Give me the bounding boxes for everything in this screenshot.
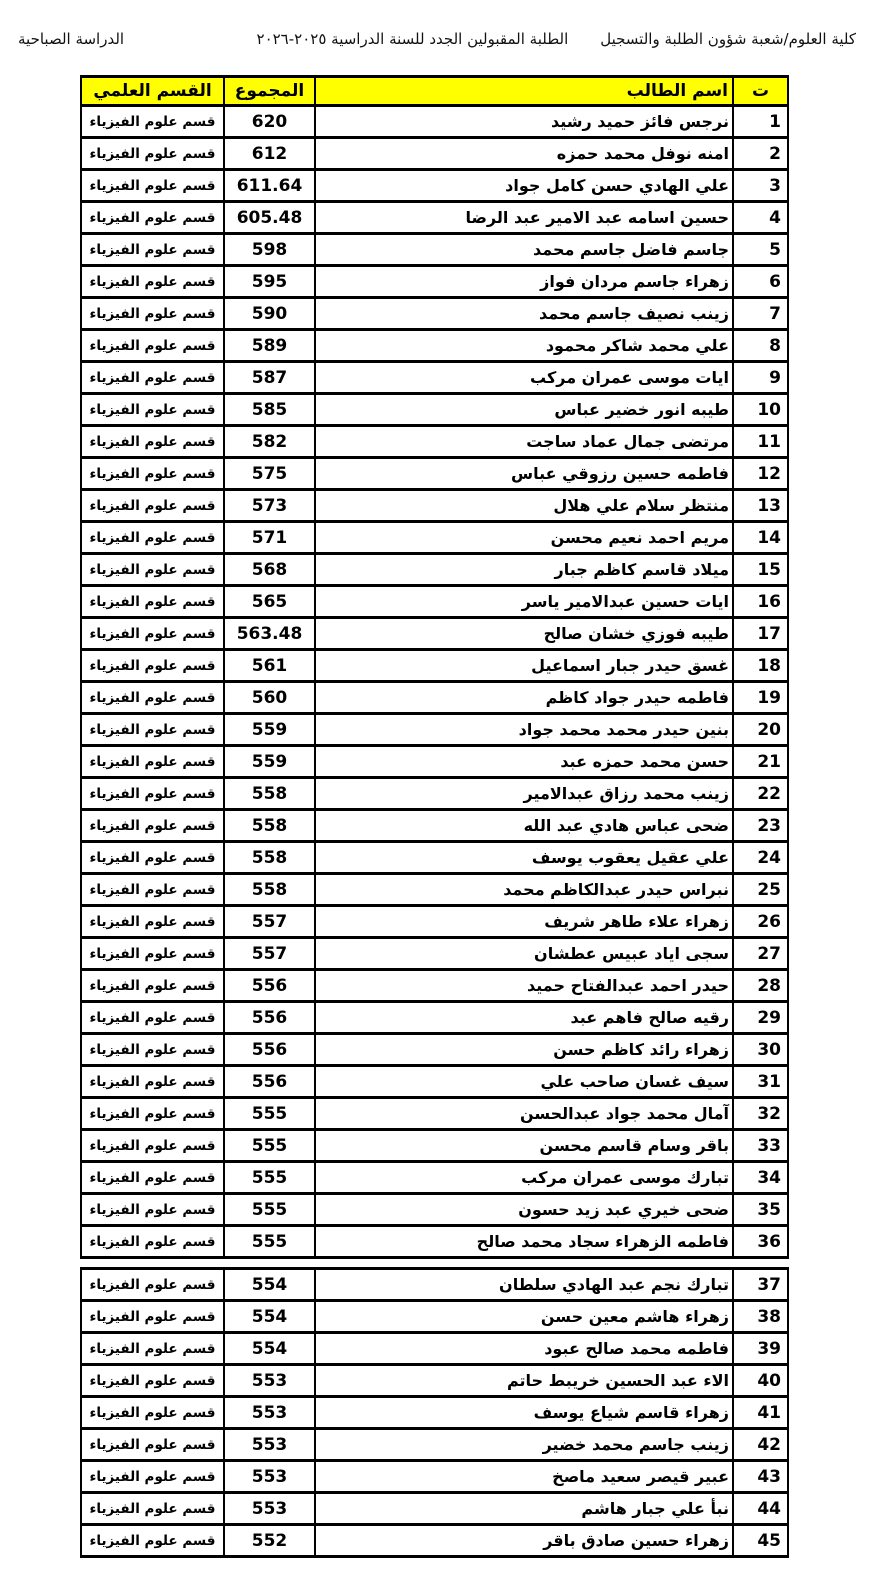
student-department-cell: قسم علوم الفيزياء [81,458,224,490]
student-department-cell: قسم علوم الفيزياء [81,362,224,394]
student-department-cell: قسم علوم الفيزياء [81,906,224,938]
student-department-cell: قسم علوم الفيزياء [81,874,224,906]
student-name-cell: بنين حيدر محمد محمد جواد [315,714,733,746]
student-department-cell: قسم علوم الفيزياء [81,1034,224,1066]
student-name-cell: حيدر احمد عبدالفتاح حميد [315,970,733,1002]
student-name-cell: علي محمد شاكر محمود [315,330,733,362]
student-department-cell: قسم علوم الفيزياء [81,1002,224,1034]
student-name-cell: ايات موسى عمران مركب [315,362,733,394]
table-row [81,1461,788,1493]
student-index-cell: 37 [733,1269,788,1301]
student-total-cell: 575 [224,458,315,490]
table-row [81,522,788,554]
table-row [81,1493,788,1525]
student-index-cell: 31 [733,1066,788,1098]
student-name-cell: زهراء جاسم مردان فواز [315,266,733,298]
student-department-cell: قسم علوم الفيزياء [81,1301,224,1333]
student-name-cell: فاطمه محمد صالح عبود [315,1333,733,1365]
student-total-cell: 565 [224,586,315,618]
table-row [81,1194,788,1226]
student-department-cell: قسم علوم الفيزياء [81,106,224,138]
student-total-cell: 568 [224,554,315,586]
student-department-cell: قسم علوم الفيزياء [81,1269,224,1301]
student-name-cell: نرجس فائز حميد رشيد [315,106,733,138]
student-department-cell: قسم علوم الفيزياء [81,394,224,426]
table-row [81,1066,788,1098]
student-index-cell: 41 [733,1397,788,1429]
student-total-cell: 558 [224,874,315,906]
student-total-cell: 558 [224,778,315,810]
student-total-cell: 620 [224,106,315,138]
student-total-cell: 590 [224,298,315,330]
student-department-cell: قسم علوم الفيزياء [81,266,224,298]
student-department-cell: قسم علوم الفيزياء [81,586,224,618]
student-name-cell: علي الهادي حسن كامل جواد [315,170,733,202]
table-row [81,170,788,202]
college-title: كلية العلوم/شعبة شؤون الطلبة والتسجيل [600,30,856,48]
table-row [81,586,788,618]
student-index-cell: 19 [733,682,788,714]
student-index-cell: 3 [733,170,788,202]
student-name-cell: فاطمه حيدر جواد كاظم [315,682,733,714]
student-total-cell: 556 [224,1002,315,1034]
table-row [81,842,788,874]
student-name-cell: نبراس حيدر عبدالكاظم محمد [315,874,733,906]
student-name-cell: فاطمه حسين رزوقي عباس [315,458,733,490]
student-department-cell: قسم علوم الفيزياء [81,330,224,362]
table-row [81,714,788,746]
student-index-cell: 22 [733,778,788,810]
table-row [81,554,788,586]
table-row [81,1525,788,1557]
student-department-cell: قسم علوم الفيزياء [81,778,224,810]
table-row [81,1397,788,1429]
student-index-cell: 45 [733,1525,788,1557]
student-index-cell: 10 [733,394,788,426]
table-row [81,362,788,394]
student-name-cell: مرتضى جمال عماد ساجت [315,426,733,458]
student-total-cell: 611.64 [224,170,315,202]
table-row [81,650,788,682]
student-index-cell: 27 [733,938,788,970]
table-row [81,618,788,650]
student-department-cell: قسم علوم الفيزياء [81,426,224,458]
table-row [81,970,788,1002]
student-name-cell: سيف غسان صاحب علي [315,1066,733,1098]
table-row [81,1365,788,1397]
student-index-cell: 34 [733,1162,788,1194]
table-row [81,298,788,330]
table-row [81,746,788,778]
student-name-cell: طيبه انور خضير عباس [315,394,733,426]
student-index-cell: 20 [733,714,788,746]
table-header-row [81,77,788,106]
student-index-cell: 42 [733,1429,788,1461]
student-index-cell: 39 [733,1333,788,1365]
student-index-cell: 17 [733,618,788,650]
student-index-cell: 24 [733,842,788,874]
student-department-cell: قسم علوم الفيزياء [81,1461,224,1493]
student-total-cell: 556 [224,1066,315,1098]
col-header-total: المجموع [224,77,315,106]
student-department-cell: قسم علوم الفيزياء [81,554,224,586]
results-table [80,75,789,1259]
student-total-cell: 554 [224,1301,315,1333]
student-index-cell: 26 [733,906,788,938]
student-department-cell: قسم علوم الفيزياء [81,746,224,778]
table-row [81,938,788,970]
table-row [81,1301,788,1333]
student-index-cell: 32 [733,1098,788,1130]
student-index-cell: 13 [733,490,788,522]
student-total-cell: 559 [224,746,315,778]
student-total-cell: 585 [224,394,315,426]
table-row [81,426,788,458]
student-index-cell: 25 [733,874,788,906]
student-index-cell: 23 [733,810,788,842]
student-total-cell: 605.48 [224,202,315,234]
student-name-cell: تبارك موسى عمران مركب [315,1162,733,1194]
table-row [81,1098,788,1130]
student-department-cell: قسم علوم الفيزياء [81,618,224,650]
student-name-cell: زهراء هاشم معين حسن [315,1301,733,1333]
student-index-cell: 21 [733,746,788,778]
table-row [81,138,788,170]
student-index-cell: 11 [733,426,788,458]
student-total-cell: 571 [224,522,315,554]
results-table-continued [80,1267,789,1558]
student-index-cell: 35 [733,1194,788,1226]
results-table-container [82,75,789,1558]
student-name-cell: زينب محمد رزاق عبدالامير [315,778,733,810]
table-row [81,874,788,906]
table-row [81,682,788,714]
student-total-cell: 555 [224,1194,315,1226]
student-total-cell: 553 [224,1429,315,1461]
student-total-cell: 557 [224,938,315,970]
student-department-cell: قسم علوم الفيزياء [81,1333,224,1365]
student-department-cell: قسم علوم الفيزياء [81,1226,224,1258]
student-total-cell: 561 [224,650,315,682]
student-department-cell: قسم علوم الفيزياء [81,1365,224,1397]
study-shift-label: الدراسة الصباحية [18,30,125,48]
student-name-cell: منتظر سلام علي هلال [315,490,733,522]
student-name-cell: زهراء علاء طاهر شريف [315,906,733,938]
student-total-cell: 554 [224,1269,315,1301]
student-department-cell: قسم علوم الفيزياء [81,1066,224,1098]
student-total-cell: 553 [224,1461,315,1493]
student-index-cell: 28 [733,970,788,1002]
student-name-cell: فاطمه الزهراء سجاد محمد صالح [315,1226,733,1258]
student-index-cell: 36 [733,1226,788,1258]
student-index-cell: 18 [733,650,788,682]
student-name-cell: تبارك نجم عبد الهادي سلطان [315,1269,733,1301]
table-row [81,458,788,490]
student-name-cell: علي عقيل يعقوب يوسف [315,842,733,874]
student-total-cell: 555 [224,1098,315,1130]
student-name-cell: غسق حيدر جبار اسماعيل [315,650,733,682]
student-total-cell: 553 [224,1493,315,1525]
student-department-cell: قسم علوم الفيزياء [81,970,224,1002]
student-total-cell: 556 [224,970,315,1002]
student-total-cell: 556 [224,1034,315,1066]
student-department-cell: قسم علوم الفيزياء [81,490,224,522]
table-row [81,1333,788,1365]
student-name-cell: زهراء حسين صادق باقر [315,1525,733,1557]
student-index-cell: 2 [733,138,788,170]
table-row [81,906,788,938]
student-total-cell: 555 [224,1226,315,1258]
student-index-cell: 33 [733,1130,788,1162]
student-department-cell: قسم علوم الفيزياء [81,1429,224,1461]
header-titles [257,30,856,48]
table-row [81,1002,788,1034]
student-total-cell: 558 [224,810,315,842]
student-index-cell: 29 [733,1002,788,1034]
student-index-cell: 1 [733,106,788,138]
student-total-cell: 587 [224,362,315,394]
student-department-cell: قسم علوم الفيزياء [81,1162,224,1194]
student-index-cell: 5 [733,234,788,266]
student-index-cell: 14 [733,522,788,554]
student-index-cell: 44 [733,1493,788,1525]
table-row [81,1130,788,1162]
student-department-cell: قسم علوم الفيزياء [81,138,224,170]
student-name-cell: ضحى عباس هادي عبد الله [315,810,733,842]
student-department-cell: قسم علوم الفيزياء [81,234,224,266]
student-total-cell: 554 [224,1333,315,1365]
table-row [81,1429,788,1461]
student-department-cell: قسم علوم الفيزياء [81,1098,224,1130]
student-name-cell: زهراء رائد كاظم حسن [315,1034,733,1066]
student-total-cell: 589 [224,330,315,362]
student-department-cell: قسم علوم الفيزياء [81,298,224,330]
student-name-cell: زينب نصيف جاسم محمد [315,298,733,330]
table-row [81,106,788,138]
student-name-cell: حسين اسامه عبد الامير عبد الرضا [315,202,733,234]
student-name-cell: نبأ علي جبار هاشم [315,1493,733,1525]
student-name-cell: زينب جاسم محمد خضير [315,1429,733,1461]
student-department-cell: قسم علوم الفيزياء [81,650,224,682]
table-row [81,202,788,234]
table-row [81,330,788,362]
student-total-cell: 560 [224,682,315,714]
student-department-cell: قسم علوم الفيزياء [81,202,224,234]
student-name-cell: آمال محمد جواد عبدالحسن [315,1098,733,1130]
table-row [81,810,788,842]
table-row [81,1034,788,1066]
student-total-cell: 573 [224,490,315,522]
student-department-cell: قسم علوم الفيزياء [81,842,224,874]
student-department-cell: قسم علوم الفيزياء [81,1493,224,1525]
student-department-cell: قسم علوم الفيزياء [81,682,224,714]
admission-title: الطلبة المقبولين الجدد للسنة الدراسية ٢٠٢٥-٢٠٢٦ [256,30,569,48]
student-total-cell: 559 [224,714,315,746]
student-name-cell: ضحى خيري عبد زيد حسون [315,1194,733,1226]
student-name-cell: ميلاد قاسم كاظم جبار [315,554,733,586]
student-name-cell: حسن محمد حمزه عبد [315,746,733,778]
student-index-cell: 43 [733,1461,788,1493]
student-name-cell: سجى اياد عبيس عطشان [315,938,733,970]
col-header-department: القسم العلمي [81,77,224,106]
student-index-cell: 12 [733,458,788,490]
student-index-cell: 6 [733,266,788,298]
student-index-cell: 9 [733,362,788,394]
student-name-cell: الاء عبد الحسين خريبط حاتم [315,1365,733,1397]
student-total-cell: 612 [224,138,315,170]
student-total-cell: 563.48 [224,618,315,650]
student-name-cell: طيبه فوزي خشان صالح [315,618,733,650]
student-total-cell: 553 [224,1365,315,1397]
table-row [81,266,788,298]
student-department-cell: قسم علوم الفيزياء [81,810,224,842]
student-name-cell: رقيه صالح فاهم عبد [315,1002,733,1034]
student-index-cell: 4 [733,202,788,234]
student-department-cell: قسم علوم الفيزياء [81,938,224,970]
student-index-cell: 40 [733,1365,788,1397]
student-total-cell: 555 [224,1162,315,1194]
student-total-cell: 558 [224,842,315,874]
student-name-cell: مريم احمد نعيم محسن [315,522,733,554]
student-department-cell: قسم علوم الفيزياء [81,1130,224,1162]
student-department-cell: قسم علوم الفيزياء [81,1194,224,1226]
student-total-cell: 552 [224,1525,315,1557]
student-total-cell: 555 [224,1130,315,1162]
student-department-cell: قسم علوم الفيزياء [81,1397,224,1429]
student-department-cell: قسم علوم الفيزياء [81,522,224,554]
student-name-cell: باقر وسام قاسم محسن [315,1130,733,1162]
col-header-student-name: اسم الطالب [315,77,733,106]
student-department-cell: قسم علوم الفيزياء [81,170,224,202]
student-index-cell: 38 [733,1301,788,1333]
page-header [0,0,872,48]
table-row [81,234,788,266]
student-index-cell: 15 [733,554,788,586]
student-name-cell: جاسم فاضل جاسم محمد [315,234,733,266]
table-row [81,1269,788,1301]
table-row [81,1162,788,1194]
student-total-cell: 598 [224,234,315,266]
student-name-cell: ايات حسين عبدالامير ياسر [315,586,733,618]
student-total-cell: 553 [224,1397,315,1429]
table-row [81,1226,788,1258]
table-row [81,778,788,810]
student-name-cell: امنه نوفل محمد حمزه [315,138,733,170]
col-header-index: ت [733,77,788,106]
student-total-cell: 595 [224,266,315,298]
student-name-cell: زهراء قاسم شياع يوسف [315,1397,733,1429]
student-department-cell: قسم علوم الفيزياء [81,1525,224,1557]
table-row [81,490,788,522]
student-department-cell: قسم علوم الفيزياء [81,714,224,746]
table-row [81,394,788,426]
student-index-cell: 16 [733,586,788,618]
student-index-cell: 30 [733,1034,788,1066]
student-total-cell: 557 [224,906,315,938]
student-total-cell: 582 [224,426,315,458]
student-name-cell: عبير قيصر سعيد ماصخ [315,1461,733,1493]
student-index-cell: 8 [733,330,788,362]
student-index-cell: 7 [733,298,788,330]
